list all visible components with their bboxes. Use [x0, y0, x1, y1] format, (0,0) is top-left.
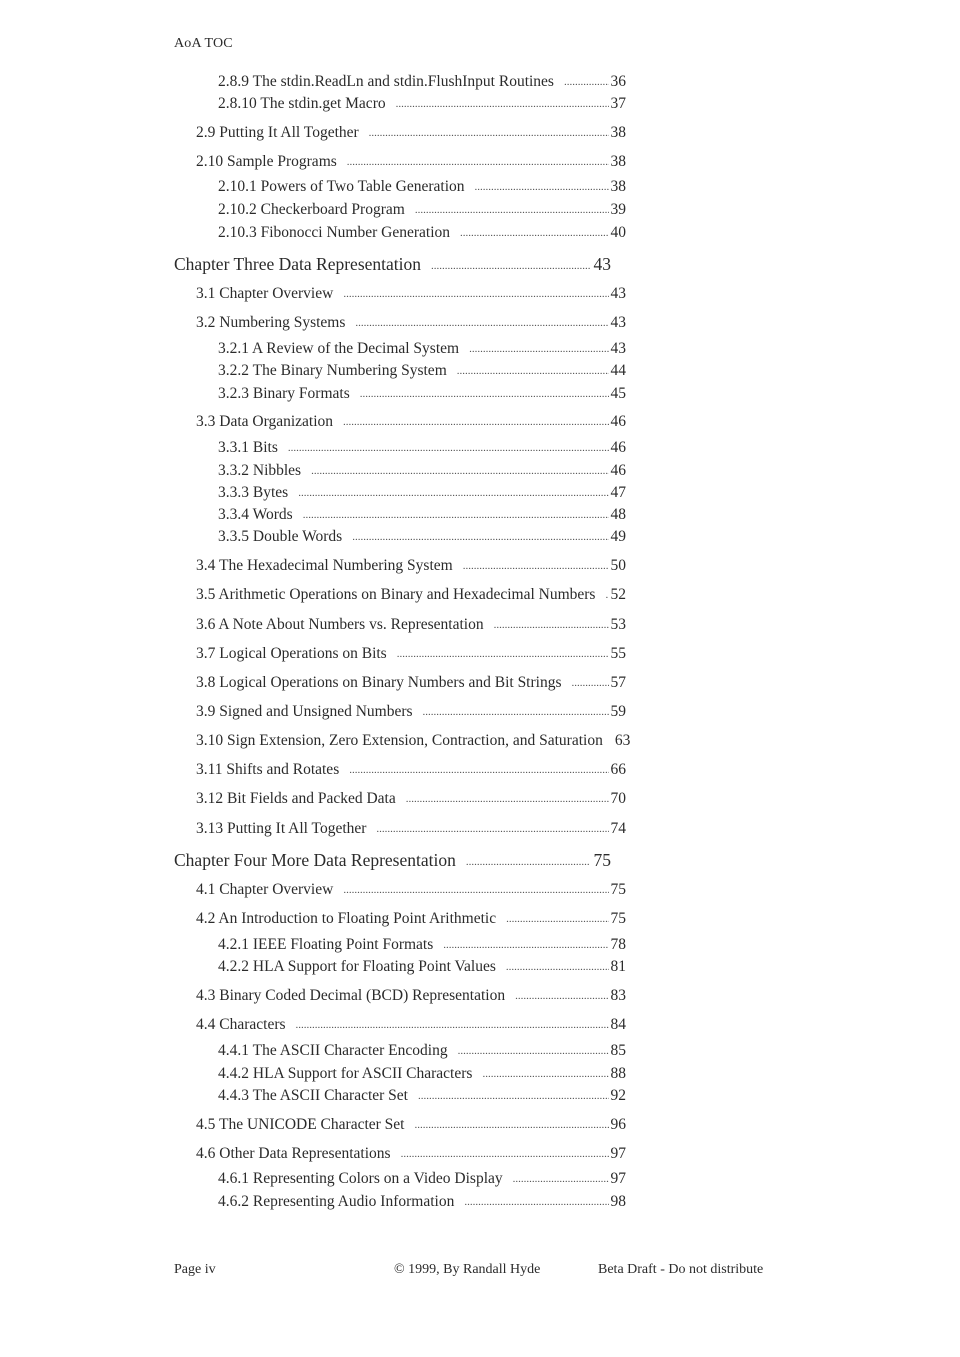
dot-leader	[460, 226, 608, 240]
toc-entry-title: 4.4.2 HLA Support for ASCII Characters	[218, 1065, 473, 1082]
toc-entry[interactable]	[218, 1087, 626, 1105]
toc-entry[interactable]	[218, 201, 626, 219]
footer-page-number: Page iv	[174, 1262, 216, 1277]
toc-entry-title: 4.2.1 IEEE Floating Point Formats	[218, 936, 434, 953]
toc-entry[interactable]	[218, 340, 626, 358]
toc-entry-title: 3.2.3 Binary Formats	[218, 385, 350, 402]
toc-entry-title: 4.4 Characters	[196, 1016, 286, 1033]
dot-leader	[343, 883, 608, 897]
toc-entry-page-number: 44	[610, 362, 626, 379]
toc-entry-title: 2.10 Sample Programs	[196, 153, 337, 170]
toc-entry-page-number: 81	[610, 958, 626, 975]
dot-leader	[513, 1172, 609, 1186]
toc-entry-page-number: 85	[610, 1042, 626, 1059]
toc-entry-page-number: 43	[610, 285, 626, 302]
dot-leader	[414, 1118, 608, 1132]
toc-entry-title: 4.2.2 HLA Support for Floating Point Values	[218, 958, 496, 975]
toc-entry-page-number: 75	[610, 881, 626, 898]
dot-leader	[463, 559, 609, 573]
toc-entry-page-number: 49	[610, 528, 626, 545]
toc-entry[interactable]	[218, 178, 626, 196]
toc-entry-page-number: 92	[610, 1087, 626, 1104]
toc-entry[interactable]	[196, 790, 626, 808]
toc-entry-page-number: 47	[610, 484, 626, 501]
toc-entry-title: 3.3 Data Organization	[196, 413, 334, 430]
dot-leader	[397, 647, 609, 661]
toc-entry-page-number: 46	[610, 413, 626, 430]
toc-entry[interactable]	[196, 674, 626, 692]
toc-chapter-entry[interactable]	[174, 254, 611, 275]
dot-leader	[506, 960, 609, 974]
toc-entry[interactable]	[196, 1145, 626, 1163]
toc-entry[interactable]	[196, 124, 626, 142]
toc-entry[interactable]	[218, 528, 626, 546]
toc-entry-page-number: 43	[610, 340, 626, 357]
toc-entry[interactable]	[218, 1042, 626, 1060]
toc-entry-title: 3.1 Chapter Overview	[196, 285, 334, 302]
toc-entry-title: 3.10 Sign Extension, Zero Extension, Contraction, and Saturation	[196, 732, 603, 749]
toc-entry-page-number: 75	[593, 850, 611, 870]
toc-entry[interactable]	[218, 506, 626, 524]
dot-leader	[347, 155, 609, 169]
toc-entry-title: 4.5 The UNICODE Character Set	[196, 1116, 405, 1133]
toc-entry-title: 2.10.3 Fibonocci Number Generation	[218, 224, 451, 241]
toc-entry-page-number: 96	[610, 1116, 626, 1133]
toc-entry-title: Chapter Three Data Representation	[174, 254, 422, 274]
toc-entry-title: 3.11 Shifts and Rotates	[196, 761, 340, 778]
dot-leader	[423, 705, 609, 719]
toc-entry[interactable]	[196, 761, 626, 779]
toc-entry-page-number: 43	[610, 314, 626, 331]
toc-entry-page-number: 50	[610, 557, 626, 574]
dot-leader	[406, 792, 609, 806]
toc-entry-page-number: 97	[610, 1170, 626, 1187]
toc-entry-page-number: 98	[610, 1193, 626, 1210]
toc-entry-title: 2.10.1 Powers of Two Table Generation	[218, 178, 465, 195]
toc-entry-title: 4.2 An Introduction to Floating Point Arithmetic	[196, 910, 497, 927]
dot-leader	[352, 530, 608, 544]
toc-entry-page-number: 63	[614, 732, 631, 749]
toc-entry[interactable]	[218, 385, 626, 403]
toc-entry-title: 3.2.1 A Review of the Decimal System	[218, 340, 460, 357]
toc-entry[interactable]	[218, 958, 626, 976]
toc-entry[interactable]	[218, 73, 626, 91]
toc-entry-page-number: 57	[610, 674, 626, 691]
toc-entry[interactable]	[196, 616, 626, 634]
toc-entry[interactable]	[218, 936, 626, 954]
toc-entry-page-number: 84	[610, 1016, 626, 1033]
toc-entry-title: 4.1 Chapter Overview	[196, 881, 334, 898]
dot-leader	[605, 588, 608, 602]
dot-leader	[369, 126, 609, 140]
toc-entry-title: 4.6 Other Data Representations	[196, 1145, 391, 1162]
toc-entry-page-number: 38	[610, 124, 626, 141]
toc-entry[interactable]	[196, 557, 626, 575]
dot-leader	[572, 676, 609, 690]
toc-entry-title: 3.2.2 The Binary Numbering System	[218, 362, 447, 379]
dot-leader	[376, 822, 608, 836]
toc-entry-page-number: 83	[610, 987, 626, 1004]
toc-entry[interactable]	[196, 987, 626, 1005]
toc-entry-page-number: 40	[610, 224, 626, 241]
dot-leader	[343, 415, 608, 429]
toc-entry[interactable]	[196, 413, 626, 431]
running-header: AoA TOC	[174, 36, 233, 51]
dot-leader	[475, 180, 609, 194]
toc-entry-page-number: 38	[610, 178, 626, 195]
dot-leader	[355, 316, 608, 330]
dot-leader	[311, 464, 608, 478]
toc-entry-page-number: 88	[610, 1065, 626, 1082]
toc-entry[interactable]	[196, 820, 626, 838]
toc-entry[interactable]	[218, 1193, 626, 1211]
toc-entry[interactable]	[196, 586, 626, 604]
toc-entry[interactable]	[218, 224, 626, 242]
toc-entry-page-number: 70	[610, 790, 626, 807]
toc-entry-title: 3.13 Putting It All Together	[196, 820, 367, 837]
dot-leader	[401, 1147, 609, 1161]
toc-entry-page-number: 39	[610, 201, 626, 218]
toc-entry-page-number: 48	[610, 506, 626, 523]
toc-entry-title: 4.4.1 The ASCII Character Encoding	[218, 1042, 448, 1059]
toc-entry-page-number: 43	[593, 254, 611, 274]
toc-entry[interactable]	[196, 703, 626, 721]
dot-leader	[494, 618, 609, 632]
dot-leader	[443, 938, 608, 952]
toc-entry-title: 3.8 Logical Operations on Binary Numbers and Bit Strings	[196, 674, 562, 691]
footer-copyright: © 1999, By Randall Hyde	[394, 1262, 541, 1277]
dot-leader	[415, 203, 609, 217]
toc-entry-title: 3.4 The Hexadecimal Numbering System	[196, 557, 453, 574]
toc-entry-title: Chapter Four More Data Representation	[174, 850, 456, 870]
toc-entry-page-number: 74	[610, 820, 626, 837]
toc-entry-title: 3.6 A Note About Numbers vs. Representation	[196, 616, 484, 633]
dot-leader	[349, 763, 608, 777]
dot-leader	[343, 287, 608, 301]
toc-chapter-entry[interactable]	[174, 850, 611, 871]
toc-entry-page-number: 37	[610, 95, 626, 112]
toc-entry-page-number: 97	[610, 1145, 626, 1162]
toc-entry[interactable]	[196, 1016, 626, 1034]
toc-entry-title: 4.4.3 The ASCII Character Set	[218, 1087, 408, 1104]
toc-entry-page-number: 75	[610, 910, 626, 927]
toc-entry-title: 4.3 Binary Coded Decimal (BCD) Representation	[196, 987, 506, 1004]
toc-entry[interactable]	[196, 910, 626, 928]
toc-entry-title: 3.3.5 Double Words	[218, 528, 343, 545]
toc-entry[interactable]	[218, 439, 626, 457]
dot-leader	[457, 364, 609, 378]
toc-entry[interactable]	[218, 1065, 626, 1083]
toc-entry-page-number: 46	[610, 439, 626, 456]
toc-entry[interactable]	[196, 645, 626, 663]
dot-leader	[360, 387, 609, 401]
dot-leader	[469, 342, 608, 356]
dot-leader	[506, 912, 608, 926]
toc-entry-title: 2.8.9 The stdin.ReadLn and stdin.FlushInput Routines	[218, 73, 554, 90]
toc-entry-page-number: 59	[610, 703, 626, 720]
toc-entry-title: 2.9 Putting It All Together	[196, 124, 359, 141]
toc-entry[interactable]	[196, 314, 626, 332]
toc-entry-title: 3.3.4 Words	[218, 506, 293, 523]
dot-leader	[418, 1089, 609, 1103]
toc-entry[interactable]	[196, 153, 626, 171]
toc-entry-title: 4.6.1 Representing Colors on a Video Display	[218, 1170, 503, 1187]
toc-entry[interactable]	[218, 1170, 626, 1188]
dot-leader	[515, 989, 608, 1003]
dot-leader	[482, 1067, 608, 1081]
toc-entry-title: 3.9 Signed and Unsigned Numbers	[196, 703, 413, 720]
toc-entry-title: 2.8.10 The stdin.get Macro	[218, 95, 386, 112]
toc-entry-title: 3.3.3 Bytes	[218, 484, 289, 501]
toc-entry-page-number: 52	[610, 586, 626, 603]
dot-leader	[298, 486, 608, 500]
toc-entry[interactable]	[196, 285, 626, 303]
toc-entry[interactable]	[196, 732, 631, 750]
dot-leader	[396, 97, 609, 111]
toc-entry-title: 3.12 Bit Fields and Packed Data	[196, 790, 396, 807]
dot-leader	[466, 855, 590, 869]
toc-entry-page-number: 66	[610, 761, 626, 778]
toc-entry-title: 3.5 Arithmetic Operations on Binary and Hexadecimal Numbers	[196, 586, 596, 603]
footer-notice: Beta Draft - Do not distribute	[598, 1262, 764, 1277]
dot-leader	[564, 75, 609, 89]
dot-leader	[303, 508, 609, 522]
dot-leader	[458, 1044, 609, 1058]
dot-leader	[288, 441, 609, 455]
toc-entry-title: 3.3.1 Bits	[218, 439, 278, 456]
toc-entry-page-number: 36	[610, 73, 626, 90]
toc-entry-page-number: 38	[610, 153, 626, 170]
toc-entry[interactable]	[218, 95, 626, 113]
toc-entry-title: 2.10.2 Checkerboard Program	[218, 201, 405, 218]
toc-entry[interactable]	[218, 484, 626, 502]
toc-entry[interactable]	[196, 1116, 626, 1134]
toc-entry-title: 3.7 Logical Operations on Bits	[196, 645, 387, 662]
toc-entry-page-number: 46	[610, 462, 626, 479]
toc-entry[interactable]	[196, 881, 626, 899]
dot-leader	[296, 1018, 609, 1032]
toc-entry-page-number: 55	[610, 645, 626, 662]
dot-leader	[464, 1195, 608, 1209]
toc-entry-title: 4.6.2 Representing Audio Information	[218, 1193, 455, 1210]
toc-entry-title: 3.2 Numbering Systems	[196, 314, 346, 331]
toc-entry-page-number: 45	[610, 385, 626, 402]
toc-entry-page-number: 78	[610, 936, 626, 953]
toc-entry-title: 3.3.2 Nibbles	[218, 462, 302, 479]
toc-entry[interactable]	[218, 362, 626, 380]
dot-leader	[431, 259, 589, 273]
toc-entry[interactable]	[218, 462, 626, 480]
toc-entry-page-number: 53	[610, 616, 626, 633]
